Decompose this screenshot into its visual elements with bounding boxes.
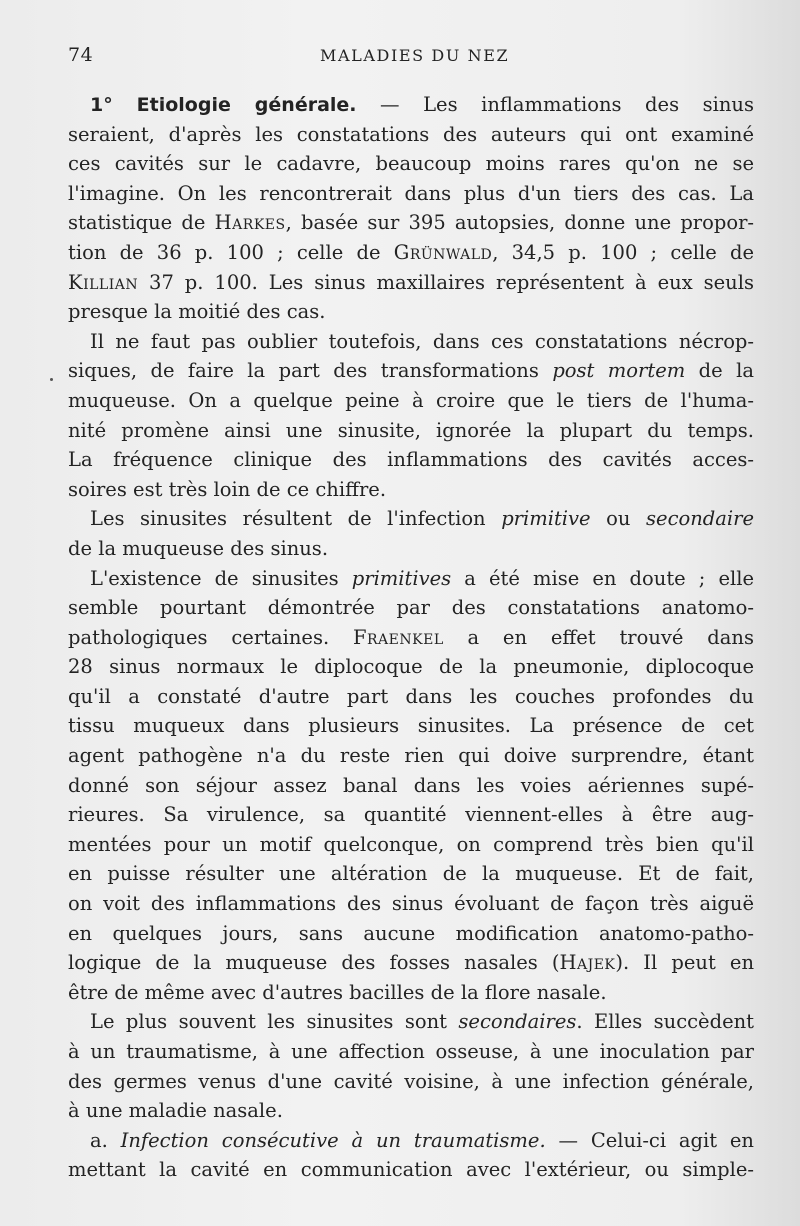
text-line: agent pathogène n'a du reste rien qui doive surprendre, étant xyxy=(68,744,754,768)
italic-term: secondaires xyxy=(458,1010,577,1034)
paragraph xyxy=(68,1007,754,1125)
text-line: 1° Etiologie générale. — Les inflammations des sinus xyxy=(90,93,754,116)
text-line: tion de 36 p. 100 ; celle de Grünwald, 34,5 p. 100 ; celle de xyxy=(68,240,755,264)
text-line: ces cavités sur le cadavre, beaucoup moins rares qu'on ne se xyxy=(68,152,754,176)
text-line: Il ne faut pas oublier toutefois, dans ces constatations nécrop- xyxy=(90,329,754,353)
italic-term: primitive xyxy=(501,507,591,531)
subsection-heading: Infection consécutive à un traumatisme. xyxy=(120,1128,546,1152)
italic-term: primitives xyxy=(351,566,452,590)
text-line: en quelques jours, sans aucune modification anatomo-patho- xyxy=(68,921,754,945)
text-line: mentées pour un motif quelconque, on comprend très bien qu'il xyxy=(68,832,754,856)
text-line: mettant la cavité en communication avec l'extérieur, ou simple- xyxy=(68,1158,754,1182)
text-line: muqueuse. On a quelque peine à croire que le tiers de l'huma- xyxy=(68,388,754,412)
paragraph xyxy=(68,504,754,563)
text-line: semble pourtant démontrée par des constatations anatomo- xyxy=(68,596,754,620)
running-head: MALADIES DU NEZ xyxy=(320,46,510,65)
author-name: Harkes xyxy=(214,211,286,235)
text-line: de la muqueuse des sinus. xyxy=(68,536,329,560)
text-line: qu'il a constaté d'autre part dans les couches profondes du xyxy=(68,684,754,708)
text-line: seraient, d'après les constatations des auteurs qui ont examiné xyxy=(68,122,754,146)
text-line: à une maladie nasale. xyxy=(68,1099,283,1123)
text-line: des germes venus d'une cavité voisine, à une infection générale, xyxy=(68,1069,754,1093)
paragraph xyxy=(68,90,754,327)
paragraph xyxy=(68,564,754,1008)
body-text xyxy=(68,90,754,1185)
paragraph xyxy=(68,327,754,505)
text-line: en puisse résulter une altération de la muqueuse. Et de fait, xyxy=(68,862,754,886)
text-line: tissu muqueux dans plusieurs sinusites. La présence de cet xyxy=(68,714,754,738)
text-line: L'existence de sinusites primitives a été mise en doute ; elle xyxy=(90,566,754,590)
text-line: Les sinusites résultent de l'infection primitive ou secondaire xyxy=(90,507,754,531)
italic-term: post mortem xyxy=(552,359,686,383)
page-header xyxy=(68,44,760,72)
author-name: Fraenkel xyxy=(352,625,444,649)
text-line: on voit des inflammations des sinus évoluant de façon très aiguë xyxy=(68,892,754,916)
text-line: pathologiques certaines. Fraenkel a en effet trouvé dans xyxy=(68,625,754,649)
text-line: donné son séjour assez banal dans les voies aériennes supé- xyxy=(68,773,754,797)
margin-mark xyxy=(50,378,53,381)
text-line: logique de la muqueuse des fosses nasales (Hajek). Il peut en xyxy=(68,951,754,975)
text-line: presque la moitié des cas. xyxy=(68,300,326,324)
text-line: être de même avec d'autres bacilles de la flore nasale. xyxy=(68,980,607,1004)
text-line: La fréquence clinique des inflammations des cavités acces- xyxy=(68,448,754,472)
italic-term: secondaire xyxy=(646,507,754,531)
page-number: 74 xyxy=(68,44,94,66)
author-name: Killian xyxy=(68,270,139,294)
author-name: Grünwald xyxy=(393,240,493,264)
text-line: a. Infection consécutive à un traumatisme. — Celui-ci agit en xyxy=(90,1128,754,1152)
text-line: Le plus souvent les sinusites sont secondaires. Elles succèdent xyxy=(90,1010,755,1034)
text-line: siques, de faire la part des transformations post mortem de la xyxy=(68,359,754,383)
paragraph xyxy=(68,1126,754,1185)
author-name: Hajek xyxy=(559,951,616,975)
text-line: Killian 37 p. 100. Les sinus maxillaires représentent à eux seuls xyxy=(68,270,754,294)
text-line: l'imagine. On les rencontrerait dans plus d'un tiers des cas. La xyxy=(68,181,754,205)
section-heading: 1° Etiologie générale. xyxy=(90,94,357,116)
text-line: rieures. Sa virulence, sa quantité viennent-elles à être aug- xyxy=(68,803,754,827)
text-line: soires est très loin de ce chiffre. xyxy=(68,477,387,501)
text-line: statistique de Harkes, basée sur 395 autopsies, donne une propor- xyxy=(68,211,755,235)
text-line: 28 sinus normaux le diplocoque de la pneumonie, diplocoque xyxy=(68,655,754,679)
text-line: nité promène ainsi une sinusite, ignorée la plupart du temps. xyxy=(68,418,754,442)
text-line: à un traumatisme, à une affection osseuse, à une inoculation par xyxy=(68,1040,754,1063)
